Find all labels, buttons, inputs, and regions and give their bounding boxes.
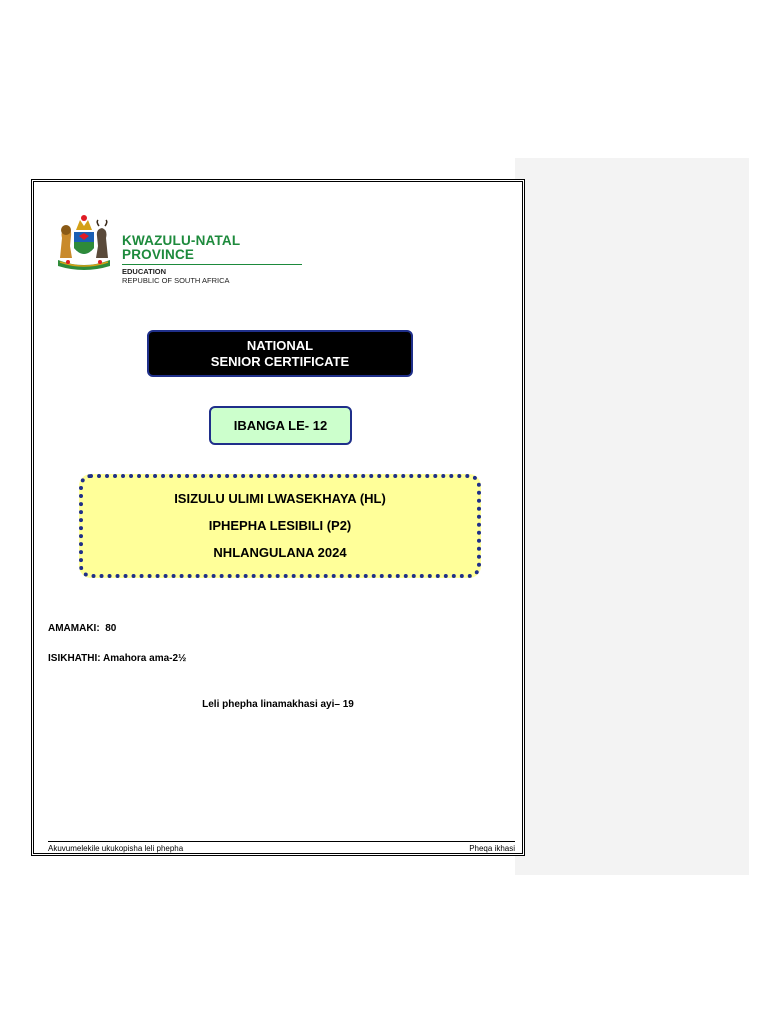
province-name: KWAZULU-NATAL PROVINCE [122, 233, 241, 262]
document-page [31, 179, 525, 856]
country-name: REPUBLIC OF SOUTH AFRICA [122, 276, 230, 285]
copyright-note: Akuvumelekile ukukopisha leli phepha [48, 844, 184, 853]
certificate-line-2: SENIOR CERTIFICATE [210, 354, 350, 369]
logo-text [122, 234, 307, 285]
logo-divider [122, 264, 302, 265]
marks-line [48, 623, 116, 634]
exam-session: NHLANGULANA 2024 [213, 545, 347, 560]
turn-page-note: Pheqa ikhasi [469, 844, 515, 853]
department-name: EDUCATION [122, 267, 167, 276]
side-panel [515, 158, 749, 875]
certificate-banner [147, 330, 413, 377]
page-count-note: Leli phepha linamakhasi ayi– 19 [202, 699, 354, 710]
time-line [48, 653, 186, 664]
paper-number: IPHEPHA LESIBILI (P2) [208, 518, 352, 533]
coat-of-arms-icon [52, 212, 116, 274]
subject-title: ISIZULU ULIMI LWASEKHAYA (HL) [174, 491, 386, 506]
time-value: Amahora ama-2½ [103, 653, 187, 664]
marks-value: 80 [105, 623, 117, 634]
certificate-line-1: NATIONAL [246, 338, 314, 353]
grade-badge: IBANGA LE- 12 [209, 406, 352, 445]
subject-panel [79, 474, 481, 578]
page-footer [48, 841, 515, 855]
marks-label: AMAMAKI: [48, 623, 100, 634]
province-logo [52, 212, 307, 285]
time-label: ISIKHATHI: [48, 653, 101, 664]
